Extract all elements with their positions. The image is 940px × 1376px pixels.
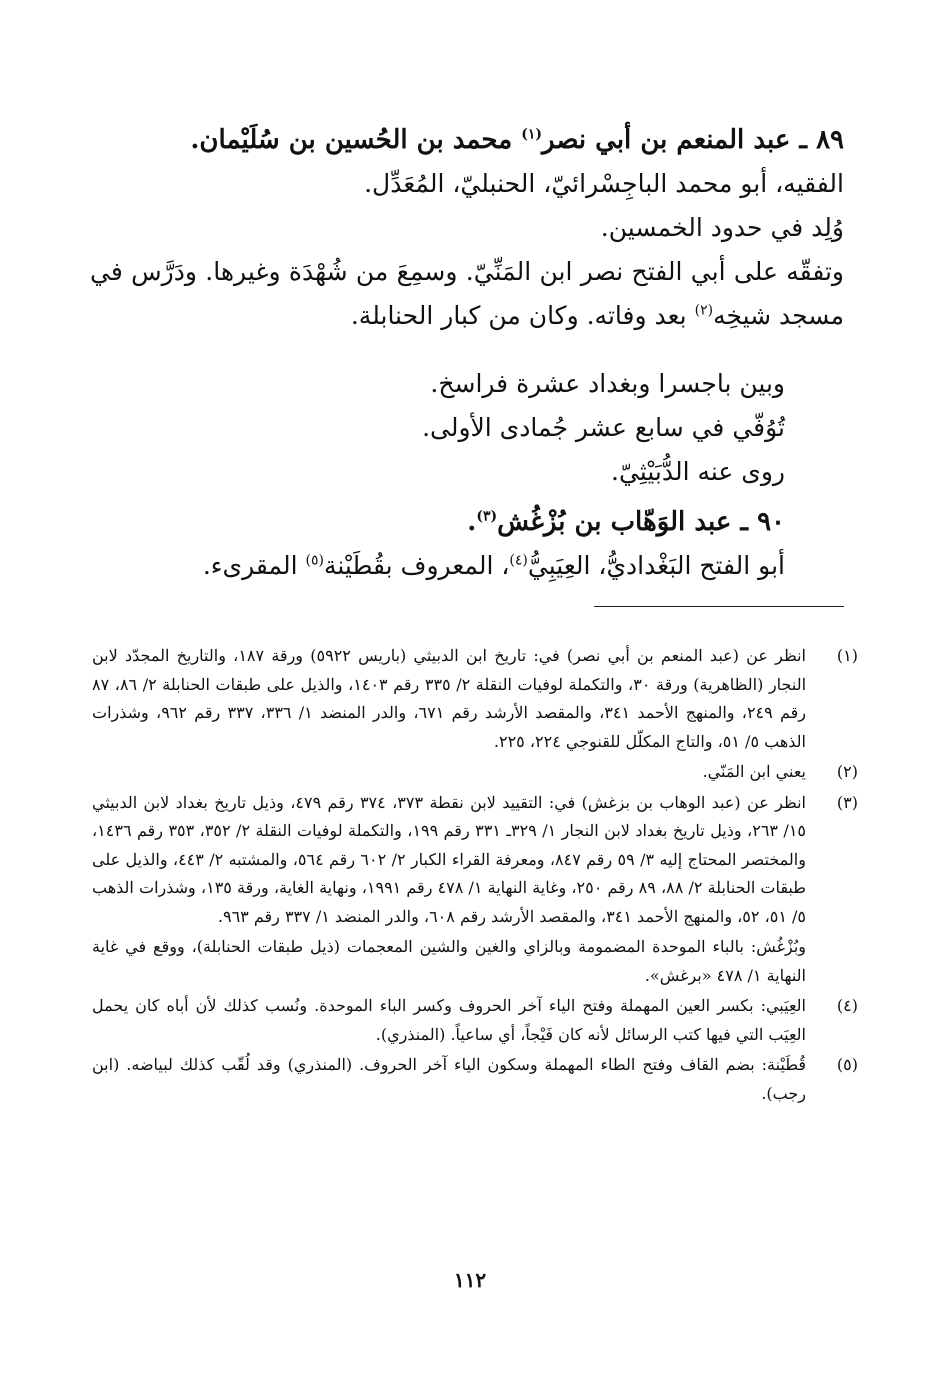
entry-89-line-1: الفقيه، أبو محمد الباجِسْرائيّ، الحنبليّ، المُعَدِّل. xyxy=(364,169,844,198)
footnote-text: انظر عن (عبد المنعم بن أبي نصر) في: تاريخ ابن الدبيثي (باريس ٥٩٢٢) ورقة ١٨٧، والتاريخ المجدّد لابن النجار (الظاهرية) ورقة ٣٠، والتكملة لوفيات النقلة ٢/ ٣٣٥ رقم ١٤٠٣، والذيل على طبقات الحنابلة ٢/ ٨٦، ٨٧ رقم ٢٤٩، والمنهج الأحمد ٣٤١، والمقصد الأرشد رقم ٦٧١، والدر المنضد ١/ ٣٣٦، ٣٣٧ رقم ٩٦٢، وشذرات الذهب ٥/ ٥١، والتاج المكلّل للقنوجي ٢٢٤، ٢٢٥. xyxy=(92,646,807,751)
footnote-ref-1[interactable]: (١) xyxy=(521,126,542,143)
footnote-ref-4[interactable]: (٤) xyxy=(509,552,528,569)
footnote-number: (١) xyxy=(836,646,858,665)
entry-90-heading xyxy=(203,500,785,544)
footnote-number: (٤) xyxy=(836,996,858,1015)
footnote-number xyxy=(806,933,858,990)
footnote-3 xyxy=(92,789,858,932)
entry-89-paragraph-b: بعد وفاته. وكان من كبار الحنابلة. xyxy=(350,301,695,330)
footnotes xyxy=(92,642,858,1108)
entry-90-heading-end: . xyxy=(467,507,477,537)
footnote-4 xyxy=(92,992,858,1049)
footnote-separator-line xyxy=(594,606,844,607)
entry-89-paragraph-a: وتفقّه على أبي الفتح نصر ابن المَنِّيّ. وسمِعَ من شُهْدَة وغيرها. ودَرَّس في مسجد شيخِه xyxy=(90,257,844,330)
page-number: ١١٢ xyxy=(453,1268,487,1292)
footnote-1 xyxy=(92,642,858,756)
footnote-text: يعني ابن المَنّي. xyxy=(702,762,806,781)
indented-lines xyxy=(422,362,785,494)
footnote-number: (٣) xyxy=(836,792,858,812)
footnote-3-continuation xyxy=(92,933,858,990)
entry-90-heading-text: ٩٠ ـ عبد الوَهّاب بن بُزْغُش xyxy=(497,507,785,537)
footnote-number: (٥) xyxy=(836,1055,858,1074)
footnote-ref-3[interactable]: (٣) xyxy=(476,508,498,525)
entry-90-line-1 xyxy=(203,544,785,588)
entry-90 xyxy=(203,500,785,588)
entry-89-heading xyxy=(90,118,844,162)
entry-89-heading-rest: محمد بن الحُسين بن سُلَيْمان. xyxy=(190,125,522,155)
main-text-block xyxy=(90,118,844,338)
entry-89-heading-text: ٨٩ ـ عبد المنعم بن أبي نصر xyxy=(541,125,844,155)
footnote-text: العِيَبي: بكسر العين المهملة وفتح الياء آخر الحروف وكسر الباء الموحدة. ونُسب كذلك لأن أباه كان يحمل العِيَب التي فيها كتب الرسائل لأنه كان فَيْجاً، أي ساعياً. (المنذري). xyxy=(92,996,806,1044)
footnote-text: قُطَيْنة: بضم القاف وفتح الطاء المهملة وسكون الياء آخر الحروف. (المنذري) وقد لُقّب كذلك لبياضه. (ابن رجب). xyxy=(92,1055,807,1103)
footnote-number: (٢) xyxy=(836,762,858,781)
footnote-5 xyxy=(92,1051,858,1108)
footnote-ref-2[interactable]: (٢) xyxy=(694,302,714,319)
footnote-text: وبُزْغُش: بالباء الموحدة المضمومة وبالزاي والغين والشين المعجمات (ذيل طبقات الحنابلة)، ووقع في غاية النهاية ١/ ٤٧٨ «برغش». xyxy=(92,937,806,985)
entry-89-line-2: وُلِد في حدود الخمسين. xyxy=(600,213,844,242)
indented-line-1: وبين باجسرا وبغداد عشرة فراسخ. xyxy=(430,369,785,398)
indented-line-2: تُوُفّي في سابع عشر جُمادى الأولى. xyxy=(422,413,785,442)
entry-90-line-1-b: ، المعروف بقُطَيْنة xyxy=(323,551,510,580)
indented-line-3: روى عنه الدُّبَيْثِيّ. xyxy=(611,457,785,486)
footnote-text: انظر عن (عبد الوهاب بن بزغش) في: التقييد لابن نقطة ٣٧٣، ٣٧٤ رقم ٤٧٩، وذيل تاريخ بغداد لابن الدبيثي ١٥/ ٢٦٣، وذيل تاريخ بغداد لابن النجار ١/ ٣٢٩ـ ٣٣١ رقم ١٩٩، والتكملة لوفيات النقلة ٢/ ٣٥٢، ٣٥٣ رقم ١٤٣٦، والمختصر المحتاج إليه ٣/ ٥٩ رقم ٨٤٧، ومعرفة القراء الكبار ٢/ ٦٠٢ رقم ٥٦٤، والمشتبه ٢/ ٤٤٣، والذيل على طبقات الحنابلة ٢/ ٨٨، ٨٩ رقم ٢٥٠، وغاية النهاية ١/ ٤٧٨ رقم ١٩٩١، ونهاية الغاية، ورقة ١٣٥، وشذرات الذهب ٥/ ٥١، ٥٢، والمنهج الأحمد ٣٤١، والمقصد الأرشد رقم ٦٠٨، والدر المنضد ١/ ٣٣٧ رقم ٩٦٣. xyxy=(92,792,807,926)
entry-90-line-1-a: أبو الفتح البَغْداديُّ، العِيَبِيُّ xyxy=(527,551,785,580)
footnote-2 xyxy=(92,758,858,787)
entry-89-paragraph xyxy=(90,250,844,338)
footnote-ref-5[interactable]: (٥) xyxy=(305,552,324,569)
entry-90-line-1-c: المقرىء. xyxy=(202,551,306,580)
